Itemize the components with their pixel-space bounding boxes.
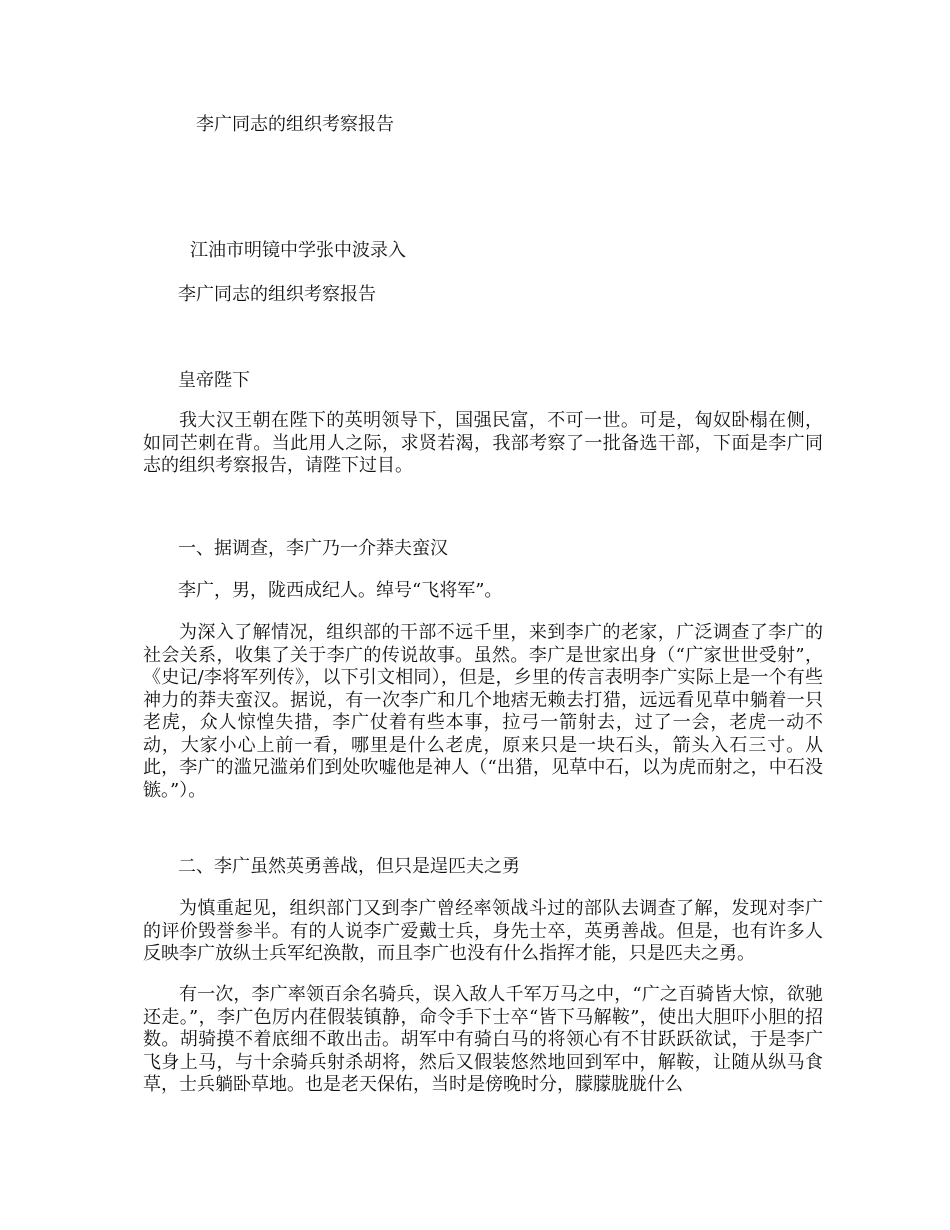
report-subtitle: 李广同志的组织考察报告: [178, 284, 376, 305]
intro-paragraph: 我大汉王朝在陛下的英明领导下，国强民富，不可一世。可是，匈奴卧榻在侧，如同芒刺在背。当此用人之际，求贤若渴，我部考察了一批备选干部，下面是李广同志的组织考察报告，请陛下过目。: [143, 410, 823, 476]
section-1-heading: 一、据调查，李广乃一介莽夫蛮汉: [178, 538, 448, 559]
section-2-paragraph-1: 为慎重起见，组织部门又到李广曾经率领战斗过的部队去调查了解，发现对李广的评价毁誉参半。有的人说李广爱戴士兵，身先士卒，英勇善战。但是，也有许多人反映李广放纵士兵军纪涣散，而且李广也没有什么指挥才能，只是匹夫之勇。: [143, 898, 823, 964]
section-1-paragraph-2: 为深入了解情况，组织部的干部不远千里，来到李广的老家，广泛调查了李广的社会关系，收集了关于李广的传说故事。虽然。李广是世家出身（“广家世世受射”，《史记/李将军列传》，以下引文相同），但是，乡里的传言表明李广实际上是一个有些神力的莽夫蛮汉。据说，有一次李广和几个地痞无赖去打猎，远远看见草中躺着一只老虎，众人惊惶失措，李广仗着有些本事，拉弓一箭射去，过了一会，老虎一动不动，大家小心上前一看，哪里是什么老虎，原来只是一块石头，箭头入石三寸。从此，李广的滥兄滥弟们到处吹嘘他是神人（“出猎，见草中石，以为虎而射之，中石没镞。”）。: [143, 622, 823, 801]
section-1-paragraph-1: 李广，男，陇西成纪人。绰号“飞将军”。: [178, 580, 503, 601]
recorder-line: 江油市明镜中学张中波录入: [190, 240, 406, 261]
salutation: 皇帝陛下: [178, 370, 250, 391]
section-2-heading: 二、李广虽然英勇善战，但只是逞匹夫之勇: [178, 856, 520, 877]
document-title: 李广同志的组织考察报告: [196, 114, 394, 135]
section-2-paragraph-2: 有一次，李广率领百余名骑兵，误入敌人千军万马之中，“广之百骑皆大惊，欲驰还走。”，李广色厉内荏假装镇静，命令手下士卒“皆下马解鞍”，使出大胆吓小胆的招数。胡骑摸不着底细不敢出击。胡军中有骑白马的将领心有不甘跃跃欲试，于是李广飞身上马，与十余骑兵射杀胡将，然后又假装悠然地回到军中，解鞍，让随从纵马食草，士兵躺卧草地。也是老天保佑，当时是傍晚时分，朦朦胧胧什么: [143, 984, 823, 1095]
